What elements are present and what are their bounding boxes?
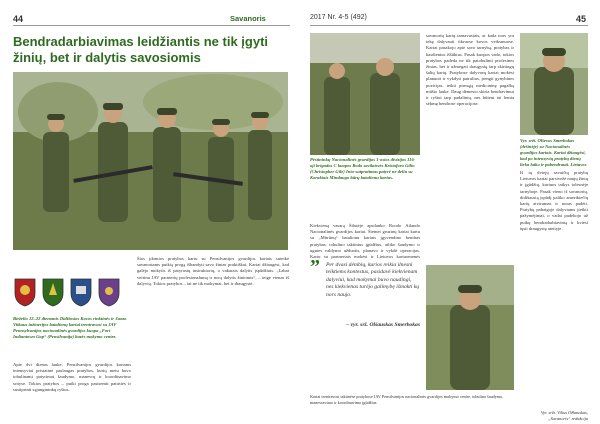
photo-caption-top: Pėstininkų Nacionalinės gvardijos 1-osios divizijos 116-oji brigados C kuopos Rodo savilaisvės Kristoforo Gilio (Christopher Gile) Inio-sutpratimus patyrė ne deliu su Korakiais Mindaugo būrų batalionu karius. bbox=[310, 157, 416, 180]
article-title: Bendradarbiavimas leidžiantis ne tik įgyti žinių, bet ir dalytis savosiomis bbox=[13, 34, 269, 65]
photo-soldiers-tent bbox=[310, 33, 420, 155]
header-rule-right bbox=[310, 25, 588, 26]
emblem-shield-1-icon bbox=[13, 277, 37, 307]
photo-soldier-portrait bbox=[520, 33, 588, 135]
body-left-bottom: Apie dvi dienas lauke, Pensilvanijos gvardijos kariams intensyviai pristatinė paslaugas pratybos, kurių metu buvo tobulinami patyrimai šaudymo, manevrų ir koordinavimo srityse. Tokios pratybos – puiki proga pasisemti patirties ir sustiprinti sąjungininkų ryšius. bbox=[13, 362, 131, 392]
emblem-shield-2-icon bbox=[41, 277, 65, 307]
emblem-shield-4-icon bbox=[97, 277, 121, 307]
quote-author: – vyr. srž. Olšauskas Smerbokas bbox=[346, 322, 420, 328]
signature-author: Vyr. sržt. Vilius Ožkauskas, bbox=[540, 410, 588, 415]
photo-caption-bottom: Kariai treniravosi taktinėse pratybose JAV Pensilvanijos nacionalinės gvardijos mokymo centre, tobulino šaudymo, manevravimo ir koordinavimo įgūdžius. bbox=[310, 394, 504, 405]
quote-mark-icon: ” bbox=[310, 256, 320, 278]
header-rule bbox=[13, 25, 290, 26]
body-right-bottom: Iš tų dviejų savaičių pratybų Lietuvos kariai parsivežė naujų žinių ir įgūdžių, kuriuos taikys tolesnėje tarnyboje. Pasak vieno iš savanorių, didžiausią įspūdį paliko amerikiečių karių atvirumas ir noras padėti. Pratybų pabaigoje dalyviams įteikti pažymėjimai, o vadai padėkojo už puikų bendradarbiavimą ir kviesi tęsti draugystę ateityje. bbox=[520, 170, 588, 231]
unit-emblems bbox=[13, 277, 123, 315]
issue-info: 2017 Nr. 4-5 (492) bbox=[310, 14, 367, 21]
emblem-caption: Birželio 12–22 dienomis Didžiosios Kovos rinktinės ir Juozo Vitkaus inžinerijos batalionų kariai treniravosi su JAV Pennsylvanijos nacionalinės gvardijos kuopa „Fort Indiantown Gap“ (Pensilvanija) bazės mokymo centre. bbox=[13, 316, 127, 339]
body-mid-bottom: Šios įdomios pratybos kartu su Pensilvanijos gvardijos kariais suteikė savanoriams puikią progą išbandyti savo žinias praktiškai. Kariai džiaugėsi, kad galėjo mokytis iš patyrusių instruktorių, o vakarais dalytis įspūdžiais. „Labai vertinu JAV partnerių profesionalumą ir norą dalytis žiniomis“, – teigė vienas iš dalyvių. Tokios pratybos – tai ne tik mokymai, bet ir draugystė. bbox=[137, 256, 289, 286]
photo-caption-portrait: Vyr. sržt. Olševos Smerbokas (dešinėje) su Nacionalinės gvardijos kariais. Kariai džiaugėsi, kad po intensyvių pratybų dienų lieka laiko ir pabendrauti. Lietuvos bbox=[520, 138, 587, 167]
left-page-number: 44 bbox=[13, 14, 24, 24]
body-col1: Kiekvieną vasarą Šilutėje apsilanko Roodo Ailando Nacionalinės gvardijos kariai. Šiemet gruzinų kariai kartu su „Mitrūnų“ batalionu kariais įgyvendino bendras pratybas, tobulino taktinius įgūdžius, atliko šaudymo ir ugnies valdymo užduotis, planavo ir vykdė operacijas. Kartu su partneriais mokėsi ir Lietuvos kariuomenės bbox=[310, 223, 420, 260]
pull-quote: Per dvasi dėmbių, kurios reikia ilnesni teiktiems kontestus, pasidavė kiekvienam dalyviui, kad mokymai buvo naudingi, nes kiekvienas turėjo galimybę išmokti ką nors naujo. bbox=[326, 262, 420, 298]
signature-editorial: „Savanoris“ redakcija bbox=[548, 416, 588, 421]
main-photo-soldiers bbox=[13, 72, 288, 250]
magazine-name: Savanoris bbox=[230, 14, 266, 23]
right-page bbox=[300, 0, 600, 424]
photo-soldier-field bbox=[426, 265, 514, 390]
body-col2: savanorių karių tarnavusiais, ar kada nors yra tekę dalyvauti tikruose kovos veiksmuose. Kariai pasakojo apie savo tarnybą, pratybas ir kasdienius iššūkius. Pasak kuopos vado, tokios pratybos padeda ne tik patobulinti profesines žinias, bet ir užmegzti draugystę tarp skirtingų šalių karių. Pratybose dalyvavę kariai mokėsi planuoti ir vykdyti patrulius, įrengti gynybines pozicijas, teikti pirmąją medicininę pagalbą mūšio lauke. Daug dėmesio skirta bendravimui ir ryšiui tarp padalinių, nes būtent tai lemia sėkmę bendrose operacijose. bbox=[426, 33, 514, 107]
right-page-number: 45 bbox=[576, 14, 587, 24]
emblem-shield-3-icon bbox=[69, 277, 93, 307]
